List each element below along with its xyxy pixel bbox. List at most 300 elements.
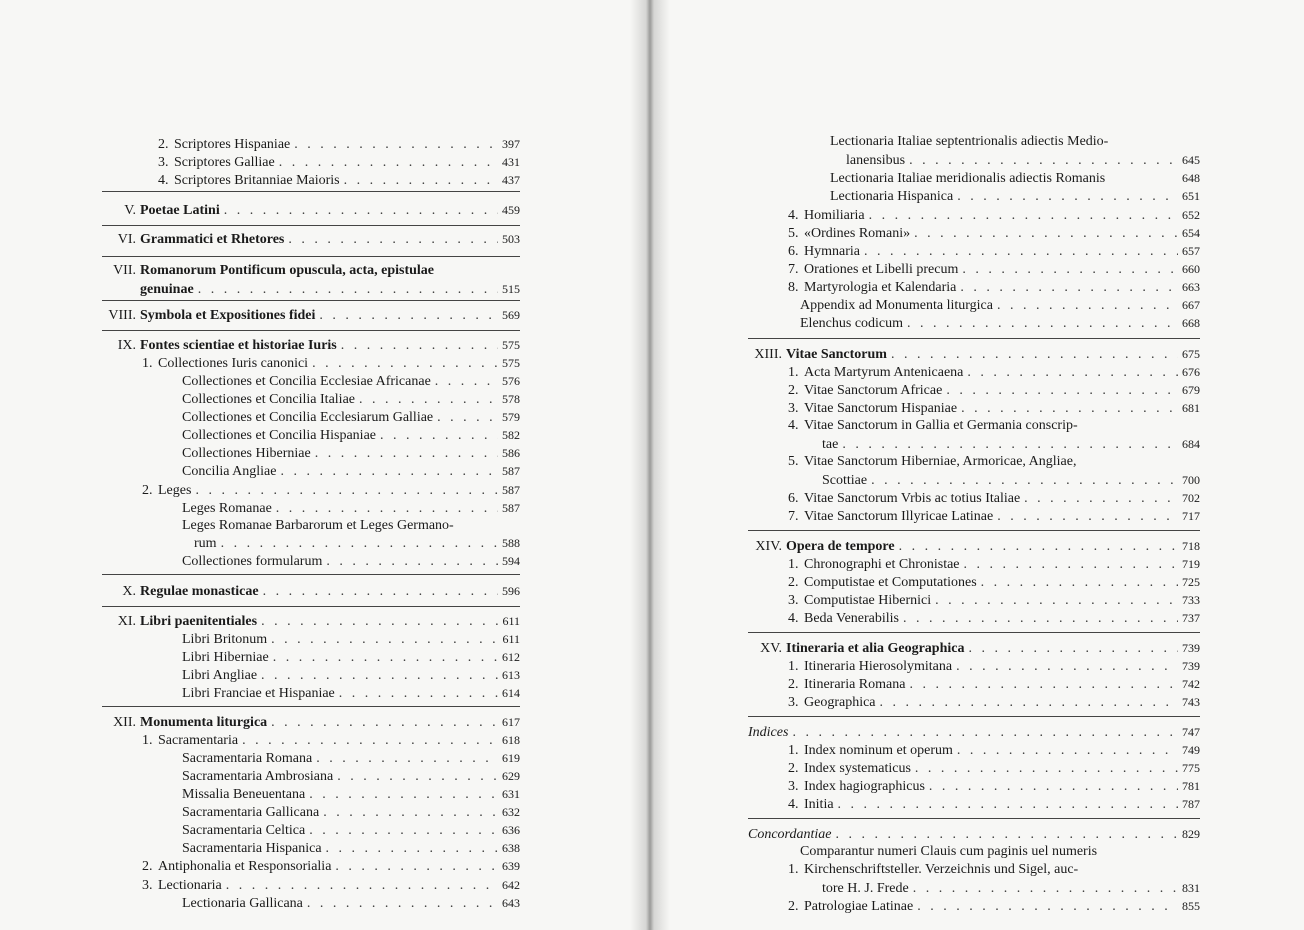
toc-entry [748, 591, 1200, 610]
leader-dots [929, 778, 1178, 796]
toc-entry [102, 517, 520, 535]
toc-entry [748, 435, 1200, 454]
toc-title: Concordantiae [748, 827, 832, 842]
toc-title: Kirchenschriftsteller. Verzeichnis und Sigel, auc- [804, 862, 1079, 877]
toc-entry [748, 657, 1200, 676]
leader-dots [335, 858, 498, 876]
toc-entry [748, 296, 1200, 315]
leader-dots [997, 508, 1178, 526]
toc-title: Libri Franciae et Hispaniae [182, 686, 335, 701]
leader-dots [279, 154, 498, 172]
section-divider [102, 256, 520, 257]
toc-title: Poetae Latini [140, 203, 220, 218]
toc-title: Itineraria et alia Geographica [786, 641, 965, 656]
toc-title: Antiphonalia et Responsorialia [158, 859, 332, 874]
toc-title: Sacramentaria Romana [182, 751, 313, 766]
toc-number: 7. [788, 262, 799, 277]
toc-title: Acta Martyrum Antenicaena [804, 365, 964, 380]
toc-number: 2. [788, 575, 799, 590]
toc-entry [102, 552, 520, 571]
leader-dots [864, 243, 1178, 261]
leader-dots [957, 188, 1178, 206]
leader-dots [960, 279, 1178, 297]
toc-entry [102, 444, 520, 463]
toc-title: Vitae Sanctorum Illyricae Latinae [804, 509, 994, 524]
toc-page-number: 631 [502, 787, 520, 801]
toc-number: VI. [117, 232, 136, 247]
toc-number: 3. [788, 779, 799, 794]
toc-entry [102, 135, 520, 154]
toc-number: 2. [158, 137, 169, 152]
toc-title: Regulae monasticae [140, 584, 259, 599]
toc-number: XIV. [755, 539, 782, 554]
toc-page-number: 612 [502, 650, 520, 664]
toc-page-number: 675 [1182, 347, 1200, 361]
toc-number: X. [122, 584, 136, 599]
toc-page-number: 618 [502, 733, 520, 747]
toc-number: VIII. [108, 308, 136, 323]
toc-entry [102, 749, 520, 768]
leader-dots [271, 631, 498, 649]
toc-entry [748, 471, 1200, 490]
toc-number: 4. [788, 611, 799, 626]
toc-title: Computistae et Computationes [804, 575, 977, 590]
toc-number: 5. [788, 226, 799, 241]
toc-title: Appendix ad Monumenta liturgica [800, 298, 993, 313]
toc-section-heading [102, 582, 520, 601]
toc-page-number: 579 [502, 410, 520, 424]
toc-page-number: 431 [502, 155, 520, 169]
toc-title: Lectionaria Gallicana [182, 896, 303, 911]
toc-title: Opera de tempore [786, 539, 895, 554]
toc-entry [748, 151, 1200, 170]
toc-entry [102, 171, 520, 190]
leader-dots [312, 355, 498, 373]
leader-dots [273, 649, 498, 667]
leader-dots [224, 202, 498, 220]
leader-dots [341, 337, 498, 355]
toc-page-number: 613 [502, 668, 520, 682]
leader-dots [242, 732, 498, 750]
toc-entry [748, 242, 1200, 261]
toc-title: Beda Venerabilis [804, 611, 899, 626]
toc-page-number: 397 [502, 137, 520, 151]
toc-page-number: 654 [1182, 226, 1200, 240]
toc-section-heading [102, 262, 520, 280]
toc-number: XII. [113, 715, 136, 730]
section-divider [748, 530, 1200, 531]
leader-dots [909, 676, 1178, 694]
section-divider [102, 191, 520, 192]
leader-dots [326, 553, 498, 571]
toc-title: Sacramentaria Gallicana [182, 805, 320, 820]
toc-number: 3. [788, 401, 799, 416]
section-divider [102, 300, 520, 301]
toc-number: 2. [788, 761, 799, 776]
toc-page-number: 747 [1182, 725, 1200, 739]
toc-entry [748, 573, 1200, 592]
toc-number: 5. [788, 454, 799, 469]
leader-dots [835, 826, 1178, 844]
toc-page-number: 684 [1182, 437, 1200, 451]
toc-entry [748, 399, 1200, 418]
toc-title: «Ordines Romani» [804, 226, 911, 241]
toc-title: Libri Hiberniae [182, 650, 269, 665]
leader-dots [337, 768, 498, 786]
toc-number: 4. [788, 418, 799, 433]
toc-title: Concilia Angliae [182, 464, 277, 479]
section-divider [102, 706, 520, 707]
toc-title: Sacramentaria Ambrosiana [182, 769, 334, 784]
toc-entry [102, 894, 520, 913]
toc-number: 6. [788, 244, 799, 259]
toc-page-number: 619 [502, 751, 520, 765]
toc-title: Collectiones formularum [182, 554, 323, 569]
toc-title: Lectionaria Italiae septentrionalis adiectis Medio- [830, 134, 1109, 149]
toc-title: Monumenta liturgica [140, 715, 268, 730]
toc-title: tore H. J. Frede [822, 881, 909, 896]
toc-title: Sacramentaria Hispanica [182, 841, 322, 856]
toc-number: 1. [788, 365, 799, 380]
toc-number: 1. [142, 733, 153, 748]
leader-dots [792, 724, 1178, 742]
toc-title: Chronographi et Chronistae [804, 557, 960, 572]
toc-number: 3. [158, 155, 169, 170]
toc-number: 4. [788, 208, 799, 223]
toc-page-number: 831 [1182, 881, 1200, 895]
leader-dots [323, 804, 498, 822]
toc-title: Homiliaria [804, 208, 865, 223]
toc-entry [102, 534, 520, 553]
toc-title: Grammatici et Rhetores [140, 232, 285, 247]
toc-page-number: 829 [1182, 827, 1200, 841]
toc-page-number: 569 [502, 308, 520, 322]
leader-dots [917, 898, 1178, 916]
toc-title: Scriptores Hispaniae [174, 137, 291, 152]
toc-page-number: 632 [502, 805, 520, 819]
leader-dots [380, 427, 498, 445]
toc-page-number: 586 [502, 446, 520, 460]
toc-number: 4. [788, 797, 799, 812]
toc-page-number: 717 [1182, 509, 1200, 523]
toc-page-number: 576 [502, 374, 520, 388]
toc-entry [102, 839, 520, 858]
toc-number: 7. [788, 509, 799, 524]
leader-dots [309, 822, 498, 840]
toc-number: 2. [788, 899, 799, 914]
toc-title: Index systematicus [804, 761, 911, 776]
toc-number: 2. [788, 383, 799, 398]
leader-dots [981, 574, 1178, 592]
toc-number: 4. [158, 173, 169, 188]
book-gutter [630, 0, 670, 930]
toc-title: Vitae Sanctorum [786, 347, 887, 362]
toc-section-heading [748, 345, 1200, 364]
toc-entry [102, 153, 520, 172]
toc-page-number: 660 [1182, 262, 1200, 276]
toc-page-number: 667 [1182, 298, 1200, 312]
toc-entry [748, 453, 1200, 471]
toc-section-heading [748, 537, 1200, 556]
toc-page-number: 596 [502, 584, 520, 598]
toc-page-number: 743 [1182, 695, 1200, 709]
toc-title: Sacramentaria Celtica [182, 823, 306, 838]
toc-entry [748, 825, 1200, 844]
leader-dots [263, 583, 498, 601]
toc-page-number: 587 [502, 501, 520, 515]
toc-entry [102, 630, 520, 649]
toc-section-heading [102, 336, 520, 355]
toc-page-number: 702 [1182, 491, 1200, 505]
toc-title: Computistae Hibernici [804, 593, 932, 608]
toc-title: Vitae Sanctorum Africae [804, 383, 943, 398]
toc-entry [748, 777, 1200, 796]
toc-page-number: 617 [502, 715, 520, 729]
toc-title: Libri paenitentiales [140, 614, 258, 629]
leader-dots [961, 400, 1178, 418]
toc-entry [748, 555, 1200, 574]
toc-entry [102, 481, 520, 500]
toc-entry [102, 821, 520, 840]
toc-page-number: 503 [502, 232, 520, 246]
toc-title: rum [194, 536, 217, 551]
toc-title: Scriptores Galliae [174, 155, 275, 170]
toc-entry [748, 169, 1200, 188]
toc-section-heading [102, 612, 520, 631]
toc-title: Collectiones et Concilia Ecclesiarum Galliae [182, 410, 434, 425]
leader-dots [907, 315, 1178, 333]
toc-title: Leges [158, 483, 192, 498]
toc-page-number: 643 [502, 896, 520, 910]
toc-page-number: 679 [1182, 383, 1200, 397]
toc-page-number: 645 [1182, 153, 1200, 167]
toc-number: 1. [788, 862, 799, 877]
toc-entry [102, 426, 520, 445]
leader-dots [899, 538, 1178, 556]
toc-number: VII. [113, 263, 136, 278]
leader-dots [294, 136, 498, 154]
toc-title: Lectionaria Italiae meridionalis adiectis Romanis [830, 171, 1106, 186]
toc-entry [748, 879, 1200, 898]
toc-number: 2. [142, 859, 153, 874]
leader-dots [891, 346, 1178, 364]
section-divider [102, 574, 520, 575]
toc-entry [748, 723, 1200, 742]
toc-page-number: 614 [502, 686, 520, 700]
toc-page-number: 636 [502, 823, 520, 837]
toc-title: Vitae Sanctorum Vrbis ac totius Italiae [804, 491, 1021, 506]
toc-page-number: 719 [1182, 557, 1200, 571]
toc-title: Elenchus codicum [800, 316, 904, 331]
toc-title: Index hagiographicus [804, 779, 925, 794]
toc-entry [748, 693, 1200, 712]
toc-entry [102, 666, 520, 685]
leader-dots [914, 225, 1178, 243]
toc-number: 6. [788, 491, 799, 506]
leader-dots [359, 391, 498, 409]
toc-entry [748, 260, 1200, 279]
leader-dots [967, 364, 1178, 382]
leader-dots [198, 281, 498, 299]
toc-number: XV. [760, 641, 782, 656]
leader-dots [326, 840, 498, 858]
toc-page-number: 638 [502, 841, 520, 855]
leader-dots [271, 714, 498, 732]
leader-dots [261, 613, 498, 631]
toc-entry [102, 462, 520, 481]
toc-page-number: 739 [1182, 641, 1200, 655]
toc-number: XIII. [754, 347, 782, 362]
section-divider [748, 716, 1200, 717]
toc-title: Vitae Sanctorum in Gallia et Germania conscrip- [804, 418, 1078, 433]
leader-dots [319, 307, 498, 325]
toc-entry [748, 206, 1200, 225]
toc-entry [748, 187, 1200, 206]
toc-entry [748, 363, 1200, 382]
toc-title: Collectiones et Concilia Italiae [182, 392, 355, 407]
toc-title: Scriptores Britanniae Maioris [174, 173, 340, 188]
toc-title: Fontes scientiae et historiae Iuris [140, 338, 337, 353]
toc-title: Collectiones et Concilia Hispaniae [182, 428, 377, 443]
leader-dots [437, 409, 498, 427]
toc-number: 1. [788, 557, 799, 572]
leader-dots [962, 261, 1178, 279]
toc-page-number: 587 [502, 483, 520, 497]
toc-page-number: 611 [502, 632, 520, 646]
toc-entry [102, 372, 520, 391]
toc-title: Collectiones et Concilia Ecclesiae Africanae [182, 374, 431, 389]
toc-page-number: 855 [1182, 899, 1200, 913]
leader-dots [968, 640, 1178, 658]
toc-title: Initia [804, 797, 834, 812]
toc-page-number: 718 [1182, 539, 1200, 553]
toc-page-number: 639 [502, 859, 520, 873]
leader-dots [913, 880, 1178, 898]
toc-title: Collectiones Hiberniae [182, 446, 311, 461]
toc-title: Symbola et Expositiones fidei [140, 308, 316, 323]
toc-number: V. [124, 203, 136, 218]
toc-title: Itineraria Hierosolymitana [804, 659, 953, 674]
toc-entry [102, 354, 520, 373]
leader-dots [280, 463, 498, 481]
toc-title: Itineraria Romana [804, 677, 906, 692]
toc-number: 2. [142, 483, 153, 498]
toc-page-number: 575 [502, 356, 520, 370]
toc-entry [748, 741, 1200, 760]
toc-entry [748, 507, 1200, 526]
toc-entry [748, 759, 1200, 778]
toc-page-number: 681 [1182, 401, 1200, 415]
leader-dots [871, 472, 1178, 490]
toc-section-heading [748, 639, 1200, 658]
leader-dots [288, 231, 498, 249]
toc-section-heading [102, 230, 520, 249]
toc-entry [102, 648, 520, 667]
leader-dots [315, 445, 498, 463]
leader-dots [842, 436, 1178, 454]
toc-number: 2. [788, 677, 799, 692]
toc-title: Vitae Sanctorum Hispaniae [804, 401, 958, 416]
leader-dots [344, 172, 498, 190]
toc-title: Scottiae [822, 473, 868, 488]
toc-entry [102, 876, 520, 895]
toc-title: Hymnaria [804, 244, 860, 259]
toc-title: Romanorum Pontificum opuscula, acta, epistulae [140, 263, 434, 278]
toc-title: tae [822, 437, 839, 452]
toc-page-number: 648 [1182, 171, 1200, 185]
toc-title: Index nominum et operum [804, 743, 953, 758]
toc-title: Missalia Beneuentana [182, 787, 306, 802]
leader-dots [261, 667, 498, 685]
leader-dots [316, 750, 498, 768]
toc-page-number: 737 [1182, 611, 1200, 625]
leader-dots [226, 877, 498, 895]
toc-page-number: 578 [502, 392, 520, 406]
toc-section-heading [102, 713, 520, 732]
toc-page-number: 663 [1182, 280, 1200, 294]
toc-title: Lectionaria [158, 878, 222, 893]
leader-dots [946, 382, 1178, 400]
toc-page-number: 437 [502, 173, 520, 187]
toc-entry [102, 390, 520, 409]
toc-entry [748, 609, 1200, 628]
toc-page-number: 725 [1182, 575, 1200, 589]
section-divider [748, 338, 1200, 339]
toc-title: Libri Britonum [182, 632, 268, 647]
leader-dots [339, 685, 498, 703]
toc-entry [102, 499, 520, 518]
leader-dots [1024, 490, 1178, 508]
toc-number: IX. [117, 338, 136, 353]
toc-page-number: 588 [502, 536, 520, 550]
section-divider [102, 606, 520, 607]
leader-dots [997, 297, 1178, 315]
toc-entry [748, 224, 1200, 243]
toc-section-heading [102, 306, 520, 325]
section-divider [748, 632, 1200, 633]
toc-page-number: 594 [502, 554, 520, 568]
toc-page-number: 652 [1182, 208, 1200, 222]
toc-page-number: 587 [502, 464, 520, 478]
section-divider [748, 818, 1200, 819]
toc-entry [102, 785, 520, 804]
toc-number: 1. [788, 659, 799, 674]
toc-page-number: 700 [1182, 473, 1200, 487]
toc-entry [748, 861, 1200, 879]
leader-dots [869, 207, 1178, 225]
toc-number: 1. [142, 356, 153, 371]
leader-dots [935, 592, 1178, 610]
toc-entry [748, 843, 1200, 861]
toc-entry [102, 684, 520, 703]
toc-title: Collectiones Iuris canonici [158, 356, 309, 371]
leader-dots [880, 694, 1178, 712]
toc-title: lanensibus [846, 153, 906, 168]
leader-dots [309, 786, 498, 804]
toc-page-number: 582 [502, 428, 520, 442]
toc-page-number: 515 [502, 282, 520, 296]
toc-entry [748, 897, 1200, 916]
leader-dots [957, 742, 1178, 760]
toc-entry [748, 314, 1200, 333]
toc-title: Patrologiae Latinae [804, 899, 914, 914]
toc-page-number: 739 [1182, 659, 1200, 673]
leader-dots [276, 500, 498, 518]
toc-number: 3. [142, 878, 153, 893]
toc-title: Sacramentaria [158, 733, 239, 748]
leader-dots [964, 556, 1178, 574]
toc-page-number: 775 [1182, 761, 1200, 775]
